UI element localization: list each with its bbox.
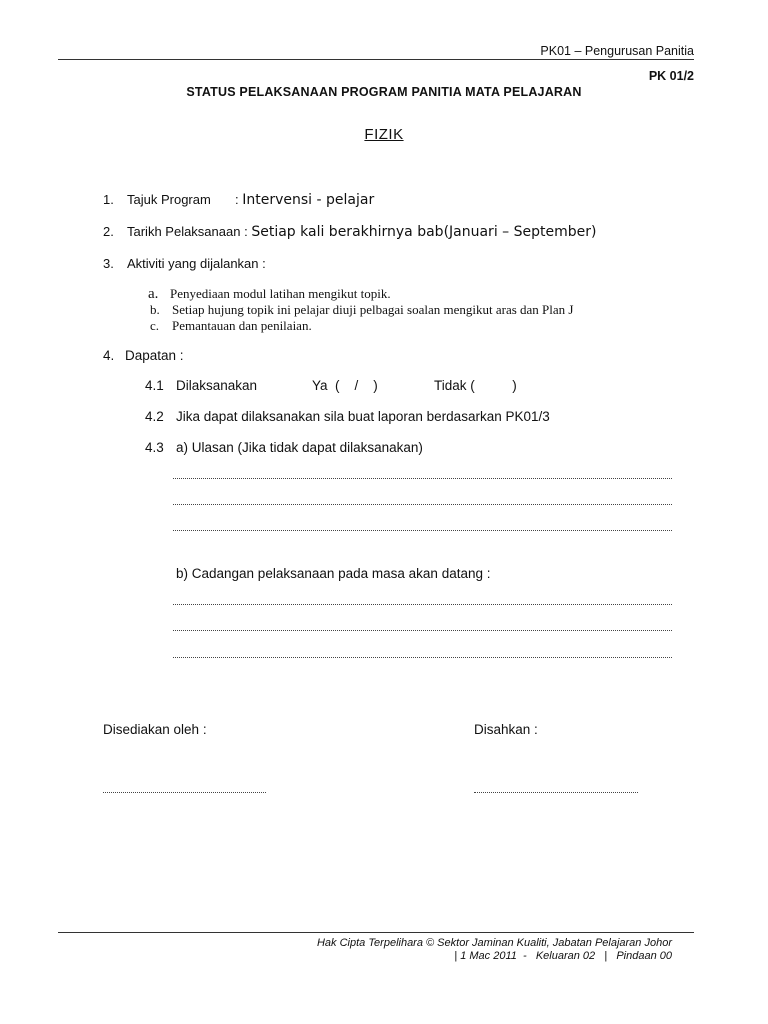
suggestion-line[interactable]: [173, 657, 672, 658]
question-label: Dilaksanakan: [176, 378, 258, 393]
form-code: PK 01/2: [648, 69, 694, 83]
item-findings: [103, 348, 184, 363]
subject-title: FIZIK: [364, 126, 404, 143]
item-separator: :: [244, 224, 248, 239]
answer-yes-checkbox[interactable]: Ya ( / ): [312, 378, 378, 393]
prepared-by-signature-line[interactable]: [103, 792, 266, 793]
prepared-by-label: Disediakan oleh :: [103, 722, 207, 737]
activity-letter: c.: [150, 318, 160, 333]
item-label: Tajuk Program: [127, 192, 211, 207]
activity-item: [150, 302, 573, 318]
activity-item: [150, 318, 312, 334]
approved-signature-line[interactable]: [474, 792, 638, 793]
comment-line[interactable]: [173, 504, 672, 505]
header-rule: [58, 59, 694, 60]
footer-rule: [58, 932, 694, 933]
question-comments: [145, 440, 423, 455]
comment-line[interactable]: [173, 478, 672, 479]
item-activities: [103, 256, 266, 271]
implementation-date-value: Setiap kali berakhirnya bab(Januari – September): [251, 224, 597, 240]
item-number: 2.: [103, 224, 114, 239]
activity-text: Setiap hujung topik ini pelajar diuji pelbagai soalan mengikut aras dan Plan J: [172, 302, 574, 317]
activity-letter: a.: [148, 286, 159, 302]
question-number: 4.2: [145, 409, 164, 424]
item-label: Aktiviti yang dijalankan :: [127, 256, 266, 271]
question-number: 4.3: [145, 440, 164, 455]
page-title: STATUS PELAKSANAAN PROGRAM PANITIA MATA PELAJARAN: [186, 85, 582, 99]
activity-letter: b.: [150, 302, 160, 317]
answer-no-checkbox[interactable]: Tidak ( ): [434, 378, 517, 393]
item-label: Dapatan :: [125, 348, 184, 363]
item-number: 1.: [103, 192, 114, 207]
suggestion-line[interactable]: [173, 630, 672, 631]
activity-text: Pemantauan dan penilaian.: [172, 318, 312, 333]
item-number: 4.: [103, 348, 115, 363]
activity-text: Penyediaan modul latihan mengikut topik.: [170, 286, 391, 301]
item-program-title: [103, 192, 374, 208]
question-label: a) Ulasan (Jika tidak dapat dilaksanakan): [176, 440, 423, 455]
question-label: Jika dapat dilaksanakan sila buat laporan berdasarkan PK01/3: [176, 409, 550, 424]
revision-info: | 1 Mac 2011 - Keluaran 02 | Pindaan 00: [454, 950, 672, 962]
suggestion-line[interactable]: [173, 604, 672, 605]
activity-item: [148, 286, 391, 303]
program-title-value: Intervensi - pelajar: [242, 192, 375, 208]
copyright-notice: Hak Cipta Terpelihara © Sektor Jaminan Kualiti, Jabatan Pelajaran Johor: [316, 937, 672, 949]
question-suggestions: b) Cadangan pelaksanaan pada masa akan datang :: [176, 566, 491, 581]
question-implemented: [145, 378, 257, 393]
item-implementation-date: [103, 224, 596, 240]
item-number: 3.: [103, 256, 114, 271]
approved-label: Disahkan :: [474, 722, 538, 737]
item-label: Tarikh Pelaksanaan: [127, 224, 241, 239]
question-number: 4.1: [145, 378, 164, 393]
question-report: [145, 409, 550, 424]
comment-line[interactable]: [173, 530, 672, 531]
document-reference: PK01 – Pengurusan Panitia: [540, 44, 694, 58]
item-separator: :: [235, 192, 239, 207]
